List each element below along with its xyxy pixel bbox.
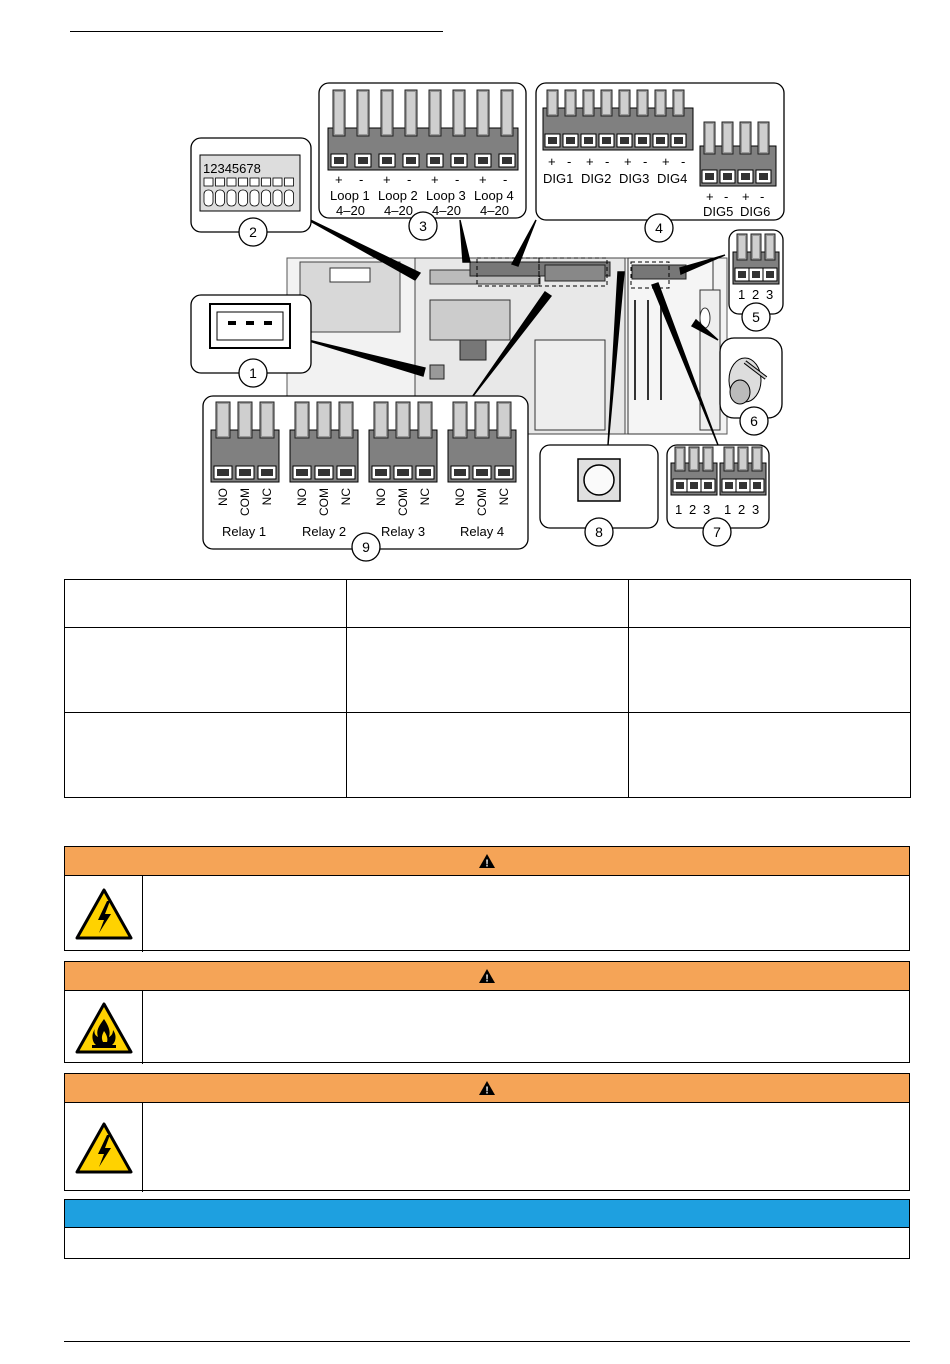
electrical-hazard-icon — [65, 1103, 143, 1192]
c5-terminal — [735, 234, 749, 281]
relay-contact-label: COM — [238, 488, 252, 516]
c5-pin-2: 2 — [752, 287, 760, 302]
electrical-hazard-icon — [65, 876, 143, 952]
dig5-label: DIG5 — [703, 204, 734, 219]
callout-1 — [239, 359, 267, 387]
relay-contact-label: NC — [418, 488, 432, 506]
c7a-terminal — [701, 447, 715, 492]
dig56-polarity: + — [706, 189, 714, 204]
loop-3-range: 4–20 — [432, 203, 461, 218]
switch-callout — [720, 338, 782, 418]
c7b-pin-1: 1 — [724, 502, 732, 517]
c7b-terminal — [750, 447, 764, 492]
loop-polarity: - — [359, 172, 364, 187]
dig-polarity: + — [586, 154, 594, 169]
callout-8 — [585, 518, 613, 546]
legend-cell — [65, 580, 347, 628]
svg-text:3: 3 — [419, 218, 427, 234]
legend-cell — [65, 628, 347, 713]
notice-bar — [65, 1200, 909, 1228]
loop-polarity: - — [407, 172, 412, 187]
dig-polarity: - — [605, 154, 610, 169]
footer-rule — [64, 1341, 910, 1342]
dig2-label: DIG2 — [581, 171, 612, 186]
dig56-polarity: - — [760, 189, 765, 204]
svg-text:2: 2 — [249, 224, 257, 240]
c7a-pin-1: 1 — [675, 502, 683, 517]
fire-hazard-icon — [65, 991, 143, 1064]
c7a-terminal — [673, 447, 687, 492]
controller-wiring-diagram — [0, 0, 950, 570]
c7a-pin-3: 3 — [703, 502, 711, 517]
dig-polarity: - — [567, 154, 572, 169]
dig6-label: DIG6 — [740, 204, 771, 219]
warning-bar — [65, 847, 909, 876]
electrical-warning-box — [64, 1073, 910, 1191]
relay-contact-label: NO — [453, 488, 467, 506]
dig3-label: DIG3 — [619, 171, 650, 186]
dig-polarity: - — [643, 154, 648, 169]
dip-switch-numbers: 12345678 — [203, 161, 261, 176]
legend-cell — [65, 713, 347, 798]
svg-text:4: 4 — [655, 220, 663, 236]
callout-7 — [703, 518, 731, 546]
loop-polarity: - — [455, 172, 460, 187]
relay-contact-label: NC — [260, 488, 274, 506]
loop-terminal — [403, 90, 419, 167]
relay-contact-label: NO — [374, 488, 388, 506]
dig-polarity: - — [681, 154, 686, 169]
led-callout — [540, 445, 658, 528]
legend-cell — [629, 580, 911, 628]
relay-contact-label: COM — [396, 488, 410, 516]
relay-2-terminal-block — [290, 402, 358, 482]
relay-contact-label: NO — [216, 488, 230, 506]
notice-box — [64, 1199, 910, 1259]
loop-polarity: + — [335, 172, 343, 187]
dig56-terminal — [756, 122, 771, 183]
loop-polarity: + — [383, 172, 391, 187]
relay-contact-label: NO — [295, 488, 309, 506]
callout-9 — [352, 533, 380, 561]
fire-warning-box — [64, 961, 910, 1063]
svg-text:5: 5 — [752, 309, 760, 325]
dig-polarity: + — [662, 154, 670, 169]
relay-3-label: Relay 3 — [381, 524, 426, 539]
legend-row — [65, 713, 911, 798]
alert-triangle-icon — [478, 853, 496, 869]
loop-terminal — [379, 90, 395, 167]
dig56-terminal — [720, 122, 735, 183]
relay-3-terminal-block — [369, 402, 437, 482]
c5-terminal — [749, 234, 763, 281]
legend-cell — [347, 580, 629, 628]
loop-4-range: 4–20 — [480, 203, 509, 218]
callout-2 — [239, 218, 267, 246]
c7b-pin-2: 2 — [738, 502, 746, 517]
loop-terminal — [451, 90, 467, 167]
c5-pin-3: 3 — [766, 287, 774, 302]
dig56-terminal — [702, 122, 717, 183]
dig4-label: DIG4 — [657, 171, 688, 186]
alert-triangle-icon — [478, 1080, 496, 1096]
loop-terminal — [475, 90, 491, 167]
svg-text:9: 9 — [362, 539, 370, 555]
alert-triangle-icon — [478, 968, 496, 984]
loop-2-range: 4–20 — [384, 203, 413, 218]
svg-text:!: ! — [485, 973, 489, 984]
c7b-terminal — [722, 447, 736, 492]
relay-terminals-callout — [203, 396, 528, 549]
svg-text:!: ! — [485, 858, 489, 869]
loop-2-label: Loop 2 — [378, 188, 418, 203]
legend-row — [65, 628, 911, 713]
c7b-terminal — [736, 447, 750, 492]
relay-contact-label: NC — [339, 488, 353, 506]
legend-cell — [347, 713, 629, 798]
loop-terminal — [427, 90, 443, 167]
c7a-terminal — [687, 447, 701, 492]
callout-3 — [409, 212, 437, 240]
relay-1-label: Relay 1 — [222, 524, 267, 539]
dual-three-pin-connector-callout — [667, 445, 769, 528]
c5-pin-1: 1 — [738, 287, 746, 302]
warning-bar — [65, 962, 909, 991]
dig56-polarity: - — [724, 189, 729, 204]
loop-terminal — [331, 90, 347, 167]
relay-contact-label: COM — [317, 488, 331, 516]
dig56-terminal — [738, 122, 753, 183]
loop-terminal — [355, 90, 371, 167]
loop-4-label: Loop 4 — [474, 188, 514, 203]
callout-5 — [742, 303, 770, 331]
warning-bar — [65, 1074, 909, 1103]
relay-1-terminal-block — [211, 402, 279, 482]
callout-4 — [645, 214, 673, 242]
legend-cell — [347, 628, 629, 713]
callout-6 — [740, 407, 768, 435]
loop-1-range: 4–20 — [336, 203, 365, 218]
loop-3-label: Loop 3 — [426, 188, 466, 203]
three-pin-connector-callout — [729, 230, 783, 314]
svg-text:7: 7 — [713, 524, 721, 540]
relay-contact-label: COM — [475, 488, 489, 516]
loop-polarity: + — [479, 172, 487, 187]
loop-terminal — [499, 90, 515, 167]
c7b-pin-3: 3 — [752, 502, 760, 517]
analog-output-terminals-callout — [319, 83, 526, 218]
svg-text:1: 1 — [249, 365, 257, 381]
svg-text:8: 8 — [595, 524, 603, 540]
c5-terminal — [763, 234, 777, 281]
legend-header-row — [65, 580, 911, 628]
legend-cell — [629, 628, 911, 713]
relay-contact-label: NC — [497, 488, 511, 506]
dig-polarity: + — [624, 154, 632, 169]
svg-text:!: ! — [485, 1085, 489, 1096]
loop-1-label: Loop 1 — [330, 188, 370, 203]
dig-polarity: + — [548, 154, 556, 169]
c7a-pin-2: 2 — [689, 502, 697, 517]
legend-cell — [629, 713, 911, 798]
relay-2-label: Relay 2 — [302, 524, 347, 539]
dig1-label: DIG1 — [543, 171, 574, 186]
legend-table — [64, 579, 911, 798]
relay-4-label: Relay 4 — [460, 524, 505, 539]
svg-text:6: 6 — [750, 413, 758, 429]
electrical-warning-box — [64, 846, 910, 951]
dig56-polarity: + — [742, 189, 750, 204]
digital-input-terminals-callout — [536, 83, 784, 220]
loop-polarity: + — [431, 172, 439, 187]
loop-polarity: - — [503, 172, 508, 187]
relay-4-terminal-block — [448, 402, 516, 482]
